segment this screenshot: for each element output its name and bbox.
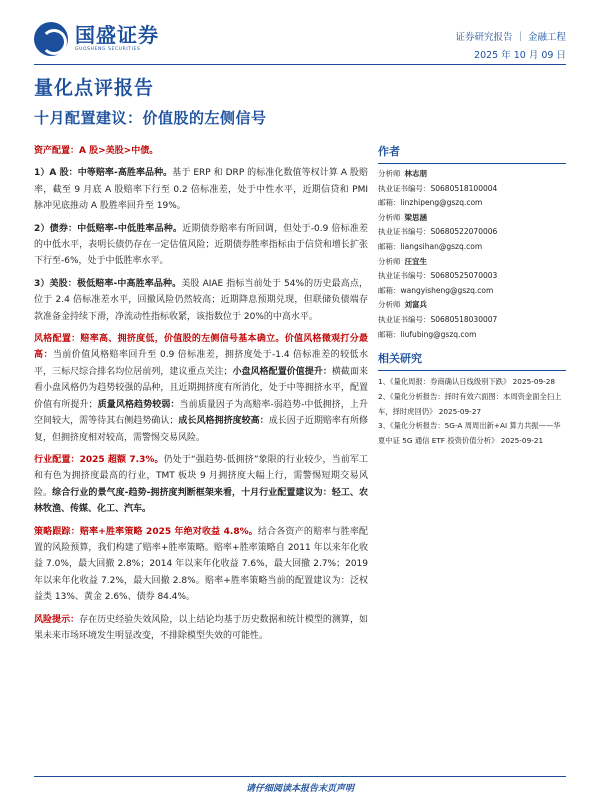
analyst-email[interactable]: wangyisheng@gszq.com: [400, 285, 494, 295]
logo-name-en: GUOSHENG SECURITIES: [75, 47, 141, 52]
related-item[interactable]: 3、《量化分析报告：5G-A 周周出新+AI 算力共振——华夏中证 5G 通信 ETF 投资价值分析》 2025-09-21: [378, 421, 561, 445]
authors-heading: 作者: [378, 143, 566, 164]
analyst-cert: S0680522070006: [430, 227, 498, 237]
style-label: 风格配置：赔率高、拥挤度低，价值股的左侧信号基本确立。价值风格微观打分最高：: [34, 334, 368, 361]
report-title: 量化点评报告: [34, 77, 155, 99]
related-list: [378, 375, 566, 449]
sidebar: [378, 143, 566, 449]
paragraph-us-stock: [34, 276, 368, 325]
style-quality-label: 质量风格趋势较弱：: [97, 399, 180, 410]
email-label: 邮箱: [378, 329, 393, 339]
cert-label: 执业证书编号: [378, 183, 423, 193]
analyst-name: 林志朋: [404, 169, 427, 178]
analyst-email[interactable]: liangsihan@gszq.com: [400, 241, 483, 251]
logo-mark-icon: [34, 22, 68, 56]
report-type: 证券研究报告 ｜ 金融工程: [455, 32, 566, 43]
analyst-role: 分析师: [378, 212, 401, 222]
style-growth-text: 成长因子近期赔率有所修复，但拥挤度相对较高，需警惕交易风险。: [34, 416, 368, 443]
industry-text: 仍处于“强趋势-低拥挤”象限的行业较少，当前军工和有色为拥挤度最高的行业，TMT 板块 9 月拥挤度大幅上行，需警惕短期交易风险。: [34, 454, 369, 498]
footer-divider: [34, 776, 566, 777]
style-text-value: 当前价值风格赔率回升至 0.9 倍标准差，拥挤度处于-1.4 倍标准差的较低水平，三标尺综合排名均位居前列，建议重点关注；: [34, 350, 368, 377]
related-item[interactable]: 1、《量化周报：券商确认日线级别下跌》 2025-09-28: [378, 377, 556, 387]
analyst-name: 刘富兵: [404, 300, 427, 310]
analyst-role: 分析师: [378, 256, 401, 266]
related-heading: 相关研究: [378, 350, 566, 371]
cert-label: 执业证书编号: [378, 271, 423, 281]
us-stock-text: 美股 AIAE 指标当前处于 54%的历史最高点，位于 2.4 倍标准差水平，回撤风险仍然较高；近期降息预期兑现，但联储负债端存款准备金持续下滑，净流动性指标收紧，该指数位于 20%的中高水平。: [34, 278, 368, 322]
analyst-item: 分析师 刘富兵 执业证书编号：S0680518030007 邮箱：liufubing@gszq.com: [378, 300, 498, 339]
footer-disclaimer: 请仔细阅读本报告末页声明: [245, 784, 354, 794]
analyst-role: 分析师: [378, 169, 401, 178]
industry-recommendation: 综合行业的景气度-趋势-拥挤度判断框架来看，十月行业配置建议为：轻工、农林牧渔、传媒、化工、汽车。: [34, 487, 368, 515]
cert-label: 执业证书编号: [378, 227, 423, 237]
style-small-cap-text: 横截面来看小盘风格仍为趋势较强的品种，且近期拥挤度有所消化，处于中等拥挤水平，配置价值有所提升；: [34, 366, 368, 410]
email-label: 邮箱: [378, 285, 393, 295]
email-label: 邮箱: [378, 241, 393, 251]
analyst-item: 分析师 林志朋 执业证书编号：S0680518100004 邮箱：linzhipeng@gszq.com: [378, 169, 498, 208]
paragraph-risk: [34, 612, 368, 645]
asset-allocation-text: A 股>美股>中债。: [79, 146, 159, 156]
paragraph-a-share: [34, 165, 368, 214]
analyst-email[interactable]: liufubing@gszq.com: [400, 329, 477, 339]
bond-label: 2）债券：中低赔率-中低胜率品种。: [34, 223, 183, 234]
analyst-list: [378, 167, 566, 342]
industry-label: 行业配置：2025 超额 7.3%。: [34, 454, 164, 465]
bond-text: 近期债券赔率有所回调，但处于-0.9 倍标准差的中低水平，表明长债仍存在一定估值风险；近期债券胜率指标由于信贷和增长扩张下行至-6%，处于中低胜率水平。: [34, 223, 368, 267]
header-divider: [34, 64, 566, 65]
analyst-cert: S0680518100004: [430, 183, 498, 193]
report-header: [0, 0, 600, 70]
analyst-name: 汪宜生: [404, 256, 427, 266]
risk-label: 风险提示：: [34, 614, 80, 625]
logo-name: 国盛证券: [75, 23, 159, 47]
cert-label: 执业证书编号: [378, 314, 423, 324]
strategy-text: 结合各资产的赔率与胜率配置的风险预算，我们构建了赔率+胜率策略。赔率+胜率策略自 2011 年以来年化收益 7.0%，最大回撤 2.8%；2014 年以来年化收益 7.6%，最大回撤 2.7%；2019 年以来年化收益 7.2%，最大回撤 2.8%。赔率+胜率策略当前的配置建议为：泛权益类 13%、黄金 2.6%、债券 84.4%。: [34, 526, 368, 603]
analyst-email[interactable]: linzhipeng@gszq.com: [400, 198, 483, 208]
analyst-role: 分析师: [378, 300, 401, 310]
analyst-item: 分析师 汪宜生 执业证书编号：S0680525070003 邮箱：wangyisheng@gszq.com: [378, 256, 498, 295]
paragraph-asset-allocation: [34, 143, 368, 159]
analyst-cert: S0680518030007: [430, 314, 498, 324]
paragraph-bond: [34, 221, 368, 270]
paragraph-industry: [34, 452, 368, 518]
a-share-text: 基于 ERP 和 DRP 的标准化数值等权计算 A 股赔率，截至 9 月底 A 股赔率下行至 0.2 倍标准差，处于中性水平，近期信贷和 PMI 脉冲见底推动 A 股胜率回升至 19%。: [34, 168, 368, 212]
a-share-label: 1）A 股：中等赔率-高胜率品种。: [34, 168, 173, 179]
related-item[interactable]: 2、《量化分析报告：择时有效六面图：本周资金面全扫上车，择时虎回仍》 2025-09-27: [378, 391, 562, 416]
asset-allocation-label: 资产配置：: [34, 146, 80, 156]
main-content: [34, 143, 368, 650]
us-stock-label: 3）美股：极低赔率-中高胜率品种。: [34, 278, 182, 289]
style-growth-label: 成长风格拥挤度较高：: [178, 416, 269, 427]
related-research: [378, 350, 566, 449]
analyst-name: 梁思涵: [404, 212, 427, 222]
style-quality-text: 当前质量因子为高赔率-弱趋势-中低拥挤，上升空间较大，需等待其右侧趋势确认；: [34, 399, 368, 427]
analyst-cert: S0680525070003: [430, 271, 498, 281]
paragraph-style: [34, 331, 368, 446]
strategy-label: 策略跟踪：赔率+胜率策略 2025 年绝对收益 4.8%。: [34, 526, 258, 537]
report-subtitle: 十月配置建议：价值股的左侧信号: [34, 109, 267, 127]
analyst-item: 分析师 梁思涵 执业证书编号：S0680522070006 邮箱：liangsihan@gszq.com: [378, 212, 498, 251]
report-date: 2025 年 10 月 09 日: [474, 50, 566, 61]
email-label: 邮箱: [378, 198, 393, 208]
paragraph-strategy: [34, 524, 368, 606]
risk-text: 存在历史经验失效风险，以上结论均基于历史数据和统计模型的测算，如果未来市场环境发生明显改变，不排除模型失效的可能性。: [34, 614, 368, 641]
style-small-cap-label: 小盘风格配置价值提升：: [232, 366, 332, 377]
logo: [34, 22, 159, 56]
